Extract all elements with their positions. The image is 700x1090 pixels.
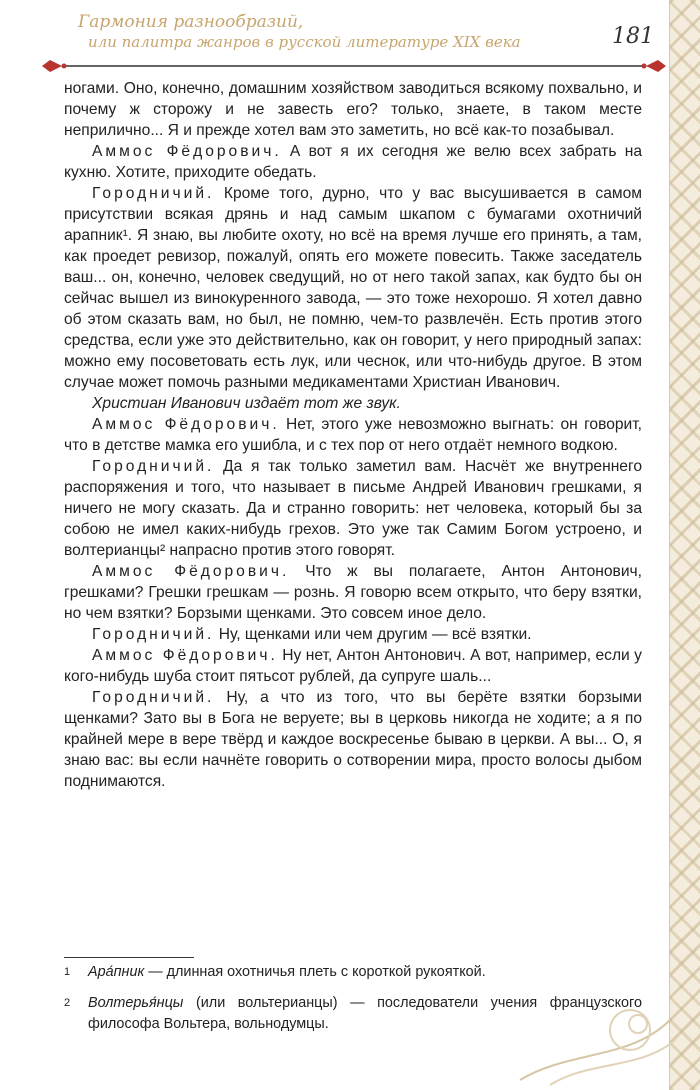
footnote-number: 1 (64, 966, 71, 978)
page-header (0, 0, 670, 80)
speaker-name: Городничий. (92, 458, 215, 475)
speech-text: Ну нет, Антон Антонович. А вот, например, если у кого-нибудь шуба стоит пятьсот рублей, да супруге шаль... (64, 647, 642, 685)
dialogue-paragraph (64, 141, 642, 183)
dialogue-paragraph (64, 183, 642, 393)
running-title (78, 12, 521, 52)
dialogue-paragraph (64, 561, 642, 624)
dialogue-paragraph (64, 687, 642, 792)
header-rule-ornament (40, 58, 668, 74)
footnote-term: Волтерья́нцы (88, 995, 184, 1011)
footnote-text: — длинная охотничья плеть с короткой рукояткой. (144, 964, 486, 980)
stage-direction: Христиан Иванович издаёт тот же звук. (92, 395, 401, 412)
text-paragraph: ногами. Оно, конечно, домашним хозяйством заводиться всякому похвально, и почему ж сторожу и не завесть его? только, знаете, в таком месте неприлично... Я и прежде хотел вам это заметить, но всё как-то позабывал. (64, 80, 642, 139)
page-number: 181 (612, 24, 654, 49)
dialogue-paragraph (64, 624, 642, 645)
dialogue-paragraph (64, 645, 642, 687)
footnote-number: 2 (64, 997, 71, 1009)
running-title-line2: или палитра жанров в русской литературе XIX века (88, 33, 521, 51)
speaker-name: Аммос Фёдорович. (92, 647, 278, 664)
speaker-name: Городничий. (92, 185, 215, 202)
speaker-name: Городничий. (92, 626, 215, 643)
footnote (64, 962, 642, 983)
running-title-line1: Гармония разнообразий, (78, 12, 304, 32)
dialogue-paragraph (64, 456, 642, 561)
speech-text: А вот я их сегодня же велю всех забрать на кухню. Хотите, приходите обедать. (64, 143, 642, 181)
side-ornament-border (669, 0, 700, 1090)
speech-text: Ну, щенками или чем другим — всё взятки. (214, 626, 532, 643)
footnotes (64, 962, 642, 1045)
speech-text: Кроме того, дурно, что у вас высушивается в самом присутствии всякая дрянь и над самым шкапом с бумагами охотничий арапник¹. Я знаю, вы любите охоту, но всё на время лучше его принять, а там, как проедет ревизор, пожалуй, опять его можете повесить. Также заседатель ваш... он, конечно, человек сведущий, но от него такой запах, как будто бы он сейчас вышел из винокуренного завода, — это тоже нехорошо. Я хотел давно об этом сказать вам, но был, не помню, чем-то развлечён. Есть против этого средства, если уже это действительно, как он говорит, у него природный запах: можно ему посоветовать есть лук, или чеснок, или что-нибудь другое. В этом случае может помочь разными медикаментами Христиан Иванович. (64, 185, 642, 391)
speaker-name: Аммос Фёдорович. (92, 416, 280, 433)
speaker-name: Аммос Фёдорович. (92, 143, 282, 160)
speech-text: Что ж вы полагаете, Антон Антонович, грешками? Грешки грешкам — рознь. Я говорю всем открыто, что беру взятки, но чем взятки? Борзыми щенками. Это совсем иное дело. (64, 563, 642, 622)
footnote-text: (или вольтерианцы) — последователи учения французского философа Вольтера, вольнодумцы. (88, 995, 642, 1032)
main-text (64, 78, 642, 792)
footnote-divider (64, 957, 194, 958)
speech-text: Да я так только заметил вам. Насчёт же внутреннего распоряжения и того, что называет в письме Андрей Иванович грешками, я ничего не могу сказать. Да и странно говорить: нет человека, который бы за собою не имел каких-нибудь грехов. Это уже так Самим Богом устроено, и волтерианцы² напрасно против этого говорят. (64, 458, 642, 559)
speech-text: Нет, этого уже невозможно выгнать: он говорит, что в детстве мамка его ушибла, и с тех пор от него отдаёт немного водкою. (64, 416, 642, 454)
dialogue-paragraph (64, 414, 642, 456)
speaker-name: Городничий. (92, 689, 215, 706)
footnote (64, 993, 642, 1035)
footnote-term: Ара́пник (88, 964, 145, 980)
speech-text: Ну, а что из того, что вы берёте взятки борзыми щенками? Зато вы в Бога не веруете; вы в церковь никогда не ходите; а я по крайней мере в вере твёрд и каждое воскресенье бываю в церкви. А вы... О, я знаю вас: вы если начнёте говорить о сотворении мира, просто волосы дыбом поднимаются. (64, 689, 642, 790)
speaker-name: Аммос Фёдорович. (92, 563, 290, 580)
